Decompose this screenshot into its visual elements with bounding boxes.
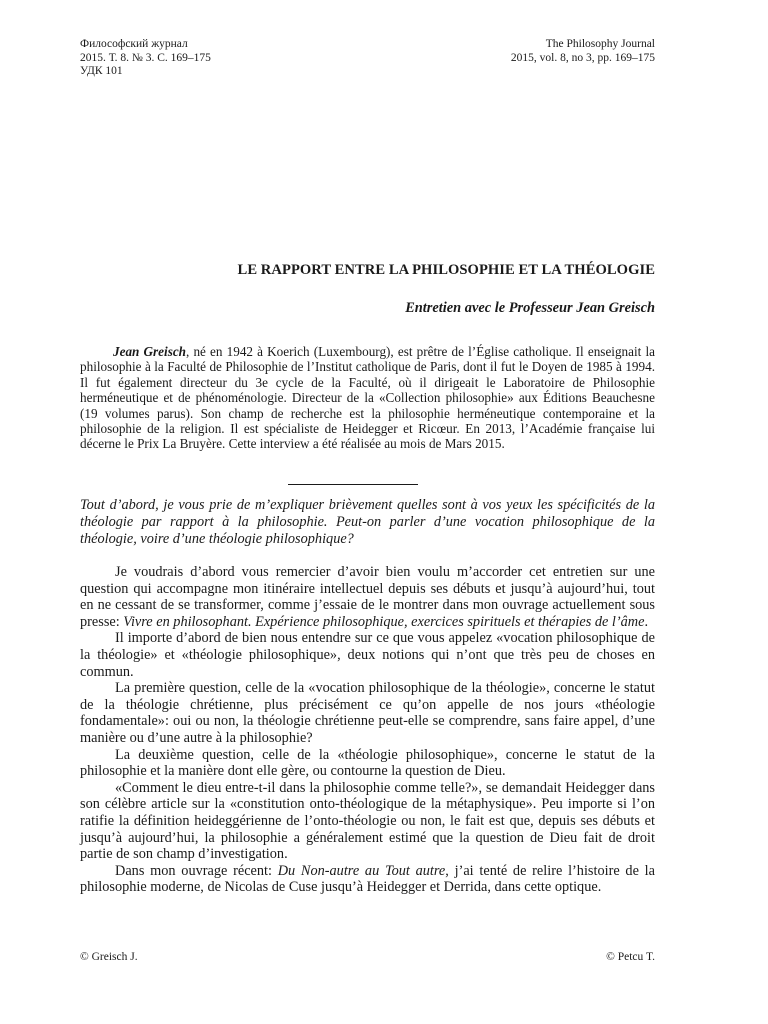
journal-name-en: The Philosophy Journal [545,38,655,50]
journal-header-english [511,38,655,65]
copyright-author: © Greisch J. [80,951,138,963]
answer-paragraph-2: Il importe d’abord de bien nous entendre sur ce que vous appelez «vocation philosophique de la théologie» et «théologie philosophique», deux notions qui n’ont que très peu de choses en commun. [80,630,655,680]
journal-issue-ru: 2015. Т. 8. № 3. С. 169–175 [80,51,211,64]
journal-header-russian [80,38,211,79]
author-name: Jean Greisch [113,344,187,359]
answer-paragraph-1: Je voudrais d’abord vous remercier d’avoir bien voulu m’accorder cet entretien sur une question qui accompagne mon itinéraire intellectuel depuis ses débuts et jusqu’à aujourd’hui, tout en ne cessant de se transformer, comme j’essaie de le montrer dans mon ouvrage actuellement sous presse: Vivre en philosophant. Expérience philosophique, exercices spirituels et thérapies de l’âme. [80,564,655,630]
book-title-non-autre: Du Non-autre au Tout autre [277,862,446,879]
book-title-vivre: Vivre en philosophant. Expérience philosophique, exercices spirituels et thérapies de l’âme [123,613,645,630]
answer-paragraph-4: La deuxième question, celle de la «théologie philosophique», concerne le statut de la philosophie et la manière dont elle gère, ou contourne la question de Dieu. [80,746,655,780]
udc-code: УДК 101 [80,65,123,77]
journal-name-ru: Философский журнал [80,38,188,50]
answer-paragraph-5: «Comment le dieu entre-t-il dans la philosophie comme telle?», se demandait Heidegger dans son célèbre article sur la «constitution onto-théologique de la métaphysique». Peu importe si l’on ratifie la définition heideggérienne de l’onto-théologie ou non, le fait est que, depuis ses débuts et jusqu’à aujourd’hui, la philosophie a généralement estimé que la question de Dieu fait de droit partie de son champ d’investigation. [80,779,655,863]
question-text: Tout d’abord, je vous prie de m’expliquer brièvement quelles sont à vos yeux les spécificités de la théologie par rapport à la philosophie. Peut-on parler d’une vocation philosophique de la théologie, voire d’une théologie philosophique? [80,497,655,547]
interview-answer [80,564,655,896]
article-title: LE RAPPORT ENTRE LA PHILOSOPHIE ET LA THÉOLOGIE [237,262,655,278]
author-bio-text: , né en 1942 à Koerich (Luxembourg), est prêtre de l’Église catholique. Il enseignait la philosophie à la Faculté de Philosophie de l’Institut catholique de Paris, dont il fut le Doyen de 1985 à 1994. Il fut également directeur du 3e cycle de la Faculté, où il dirigeait le Laboratoire de Philosophie herméneutique et de phénoménologie. Directeur de la «Collection philosophie» aux Éditions Beauchesne (19 volumes parus). Son champ de recherche est la philosophie herméneutique contemporaine et la philosophie de la religion. Il est spécialiste de Heidegger et Ricœur. En 2013, l’Académie française lui décerne le Prix La Bruyère. Cette interview a été réalisée au mois de Mars 2015. [80,344,655,452]
section-divider [288,484,418,485]
copyright-interviewer: © Petcu T. [606,951,655,963]
author-bio [80,344,655,452]
interview-question [80,497,655,548]
journal-issue-en: 2015, vol. 8, no 3, pp. 169–175 [510,51,655,64]
article-subtitle: Entretien avec le Professeur Jean Greisch [405,300,655,316]
answer-paragraph-3: La première question, celle de la «vocation philosophique de la théologie», concerne le statut de la théologie chrétienne, plus précisément ce qu’on appelle de nos jours «théologie fondamentale»: oui ou non, la théologie chrétienne peut-elle se comprendre, sans faire appel, d’une manière ou d’une autre à la philosophie? [80,680,655,746]
answer-paragraph-6: Dans mon ouvrage récent: Du Non-autre au Tout autre, j’ai tenté de relire l’histoire de la philosophie moderne, de Nicolas de Cuse jusqu’à Heidegger et Derrida, dans cette optique. [80,862,655,896]
